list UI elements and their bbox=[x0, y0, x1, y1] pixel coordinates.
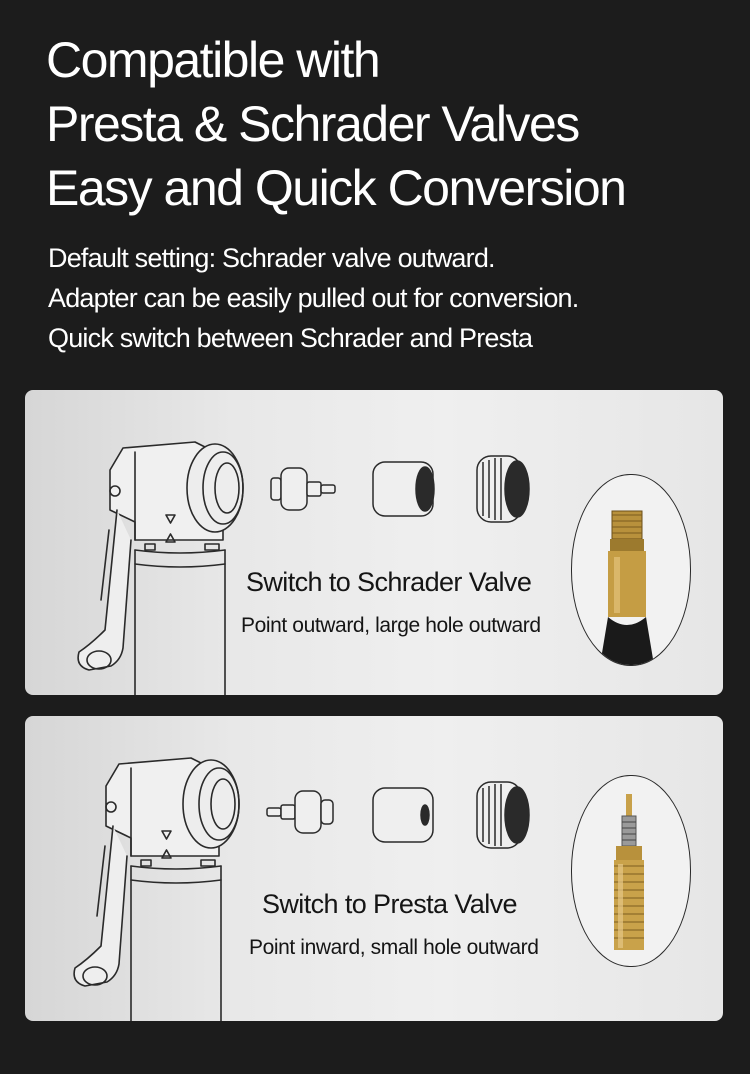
panel-description-schrader: Point outward, large hole outward bbox=[241, 614, 541, 637]
presta-panel bbox=[25, 716, 723, 1021]
headline bbox=[46, 28, 726, 220]
headline-line-3: Easy and Quick Conversion bbox=[46, 160, 626, 216]
schrader-panel bbox=[25, 390, 723, 695]
panel-title-presta: Switch to Presta Valve bbox=[262, 889, 517, 919]
schrader-valve-photo-icon bbox=[571, 474, 691, 666]
description bbox=[48, 238, 728, 358]
description-line-2: Adapter can be easily pulled out for conversion. bbox=[48, 283, 579, 313]
headline-line-1: Compatible with bbox=[46, 32, 380, 88]
presta-valve-photo-icon bbox=[571, 775, 691, 967]
panel-description-presta: Point inward, small hole outward bbox=[249, 936, 539, 959]
panel-title-schrader: Switch to Schrader Valve bbox=[246, 567, 532, 597]
description-line-1: Default setting: Schrader valve outward. bbox=[48, 243, 495, 273]
description-line-3: Quick switch between Schrader and Presta bbox=[48, 323, 533, 353]
headline-line-2: Presta & Schrader Valves bbox=[46, 96, 579, 152]
